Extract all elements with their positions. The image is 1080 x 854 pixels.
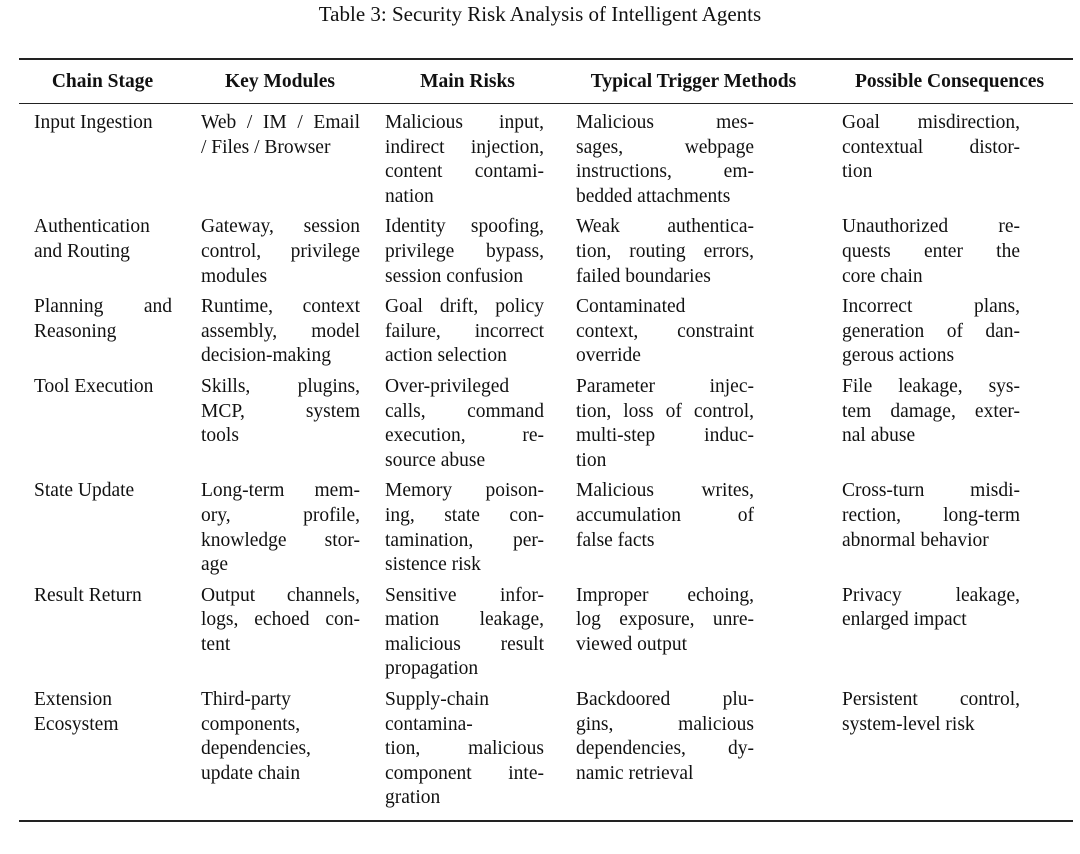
cell-consequences [826, 295, 1073, 375]
cell-main-risks [374, 295, 561, 375]
cell-line: failed boundaries [576, 265, 711, 287]
table-row [19, 104, 1073, 215]
cell-key-modules [186, 104, 374, 215]
cell-trigger-methods [561, 584, 826, 688]
table-row [19, 295, 1073, 375]
cell-trigger-methods [561, 215, 826, 295]
cell-line: Malicious writes, [576, 480, 754, 502]
cell-line: execution, re- [385, 425, 544, 447]
cell-line: Supply-chain [385, 689, 489, 711]
cell-line: gerous actions [842, 345, 955, 367]
cell-line: viewed output [576, 633, 688, 655]
cell-trigger-methods [561, 688, 826, 820]
cell-line: Output channels, [201, 584, 360, 606]
cell-line: Unauthorized re- [842, 216, 1020, 238]
cell-line: Goal drift, policy [385, 296, 544, 318]
cell-line: Reasoning [34, 320, 117, 342]
cell-line: contamina- [385, 713, 473, 735]
cell-consequences [826, 375, 1073, 479]
cell-chain-stage [19, 584, 186, 688]
header-key-modules: Key Modules [225, 71, 335, 92]
cell-key-modules [186, 479, 374, 583]
cell-line: mation leakage, [385, 609, 544, 631]
cell-consequences [826, 215, 1073, 295]
cell-line: rection, long-term [842, 504, 1020, 526]
cell-line: bedded attachments [576, 185, 731, 207]
cell-line: Cross-turn misdi- [842, 480, 1020, 502]
cell-line: dependencies, [201, 738, 311, 760]
cell-line: sistence risk [385, 554, 481, 576]
table-row [19, 215, 1073, 295]
cell-line: action selection [385, 345, 507, 367]
cell-line: and Routing [34, 240, 130, 262]
cell-line: core chain [842, 265, 923, 287]
cell-line: tem damage, exter- [842, 400, 1020, 422]
cell-line: quests enter the [842, 240, 1020, 262]
cell-key-modules [186, 584, 374, 688]
cell-line: tion, loss of control, [576, 400, 754, 422]
cell-line: modules [201, 265, 268, 287]
cell-line: override [576, 345, 641, 367]
cell-line: age [201, 554, 229, 576]
table-row [19, 584, 1073, 688]
cell-key-modules [186, 215, 374, 295]
cell-line: Tool Execution [34, 375, 154, 397]
cell-line: tamination, per- [385, 529, 544, 551]
cell-line: assembly, model [201, 320, 360, 342]
cell-line: system-level risk [842, 713, 975, 735]
risk-analysis-table [19, 58, 1073, 822]
cell-key-modules [186, 295, 374, 375]
cell-line: Identity spoofing, [385, 216, 544, 238]
cell-line: nal abuse [842, 425, 916, 447]
cell-line: log exposure, unre- [576, 609, 754, 631]
cell-consequences [826, 584, 1073, 688]
header-consequences: Possible Consequences [854, 71, 1045, 92]
cell-line: namic retrieval [576, 762, 694, 784]
cell-line: privilege bypass, [385, 240, 544, 262]
cell-line: tools [201, 425, 239, 447]
cell-line: control, privilege [201, 240, 360, 262]
cell-line: ory, profile, [201, 504, 360, 526]
cell-line: Memory poison- [385, 480, 544, 502]
cell-line: / Files / Browser [201, 136, 331, 158]
cell-line: contextual distor- [842, 136, 1020, 158]
cell-line: Improper echoing, [576, 584, 754, 606]
cell-line: Weak authentica- [576, 216, 754, 238]
cell-line: Skills, plugins, [201, 375, 360, 397]
cell-key-modules [186, 375, 374, 479]
cell-line: multi-step induc- [576, 425, 754, 447]
table-row [19, 375, 1073, 479]
cell-line: instructions, em- [576, 161, 754, 183]
header-main-risks: Main Risks [420, 71, 515, 92]
cell-line: generation of dan- [842, 320, 1020, 342]
cell-line: Incorrect plans, [842, 296, 1020, 318]
cell-line: gration [385, 787, 441, 809]
table-row [19, 479, 1073, 583]
cell-line: MCP, system [201, 400, 360, 422]
cell-line: logs, echoed con- [201, 609, 360, 631]
table-body [19, 104, 1073, 820]
cell-main-risks [374, 375, 561, 479]
cell-line: Persistent control, [842, 689, 1020, 711]
cell-line: malicious result [385, 633, 544, 655]
cell-line: sages, webpage [576, 136, 754, 158]
cell-key-modules [186, 688, 374, 820]
cell-line: Authentication [34, 216, 150, 238]
cell-line: Over-privileged [385, 375, 510, 397]
cell-line: content contami- [385, 161, 544, 183]
cell-main-risks [374, 688, 561, 820]
cell-chain-stage [19, 215, 186, 295]
cell-trigger-methods [561, 479, 826, 583]
cell-line: Long-term mem- [201, 480, 360, 502]
cell-line: Backdoored plu- [576, 689, 754, 711]
cell-line: Malicious mes- [576, 112, 754, 133]
cell-line: tion, malicious [385, 738, 544, 760]
cell-line: knowledge stor- [201, 529, 360, 551]
cell-line: enlarged impact [842, 609, 967, 631]
cell-consequences [826, 688, 1073, 820]
bottom-rule [19, 820, 1073, 822]
cell-line: Runtime, context [201, 296, 360, 318]
cell-line: tion [576, 449, 607, 471]
cell-line: Goal misdirection, [842, 112, 1020, 133]
cell-line: Planning and [34, 296, 172, 318]
cell-trigger-methods [561, 375, 826, 479]
cell-trigger-methods [561, 295, 826, 375]
cell-trigger-methods [561, 104, 826, 215]
cell-line: components, [201, 713, 301, 735]
cell-main-risks [374, 479, 561, 583]
cell-consequences [826, 479, 1073, 583]
cell-line: false facts [576, 529, 655, 551]
cell-line: indirect injection, [385, 136, 544, 158]
cell-line: Gateway, session [201, 216, 360, 238]
cell-line: update chain [201, 762, 301, 784]
cell-line: tion [842, 161, 873, 183]
cell-chain-stage [19, 688, 186, 820]
cell-line: dependencies, dy- [576, 738, 754, 760]
cell-line: accumulation of [576, 504, 754, 526]
cell-line: component inte- [385, 762, 544, 784]
cell-chain-stage [19, 375, 186, 479]
cell-line: Sensitive infor- [385, 584, 544, 606]
cell-consequences [826, 104, 1073, 215]
cell-line: propagation [385, 658, 479, 680]
cell-line: Contaminated [576, 296, 686, 318]
cell-line: Input Ingestion [34, 112, 153, 133]
cell-chain-stage [19, 295, 186, 375]
table-row [19, 688, 1073, 820]
cell-line: Extension [34, 689, 112, 711]
cell-main-risks [374, 104, 561, 215]
cell-line: tion, routing errors, [576, 240, 754, 262]
cell-chain-stage [19, 479, 186, 583]
cell-line: gins, malicious [576, 713, 754, 735]
header-chain-stage: Chain Stage [51, 71, 154, 92]
cell-line: abnormal behavior [842, 529, 989, 551]
cell-line: State Update [34, 480, 135, 502]
cell-line: source abuse [385, 449, 486, 471]
cell-line: context, constraint [576, 320, 754, 342]
cell-line: Ecosystem [34, 713, 119, 735]
cell-line: Parameter injec- [576, 375, 754, 397]
cell-line: Malicious input, [385, 112, 544, 133]
cell-line: Result Return [34, 584, 142, 606]
cell-main-risks [374, 215, 561, 295]
table-caption: Table 3: Security Risk Analysis of Intelligent Agents [318, 2, 762, 26]
cell-line: Web / IM / Email [201, 112, 360, 133]
cell-line: Privacy leakage, [842, 584, 1020, 606]
cell-line: tent [201, 633, 231, 655]
header-trigger-methods: Typical Trigger Methods [590, 71, 797, 92]
cell-line: Third-party [201, 689, 291, 711]
cell-line: calls, command [385, 400, 544, 422]
cell-line: nation [385, 185, 434, 207]
cell-main-risks [374, 584, 561, 688]
cell-line: File leakage, sys- [842, 375, 1020, 397]
cell-line: failure, incorrect [385, 320, 544, 342]
cell-chain-stage [19, 104, 186, 215]
header-row [19, 60, 1073, 103]
cell-line: session confusion [385, 265, 524, 287]
cell-line: ing, state con- [385, 504, 544, 526]
cell-line: decision-making [201, 345, 331, 367]
